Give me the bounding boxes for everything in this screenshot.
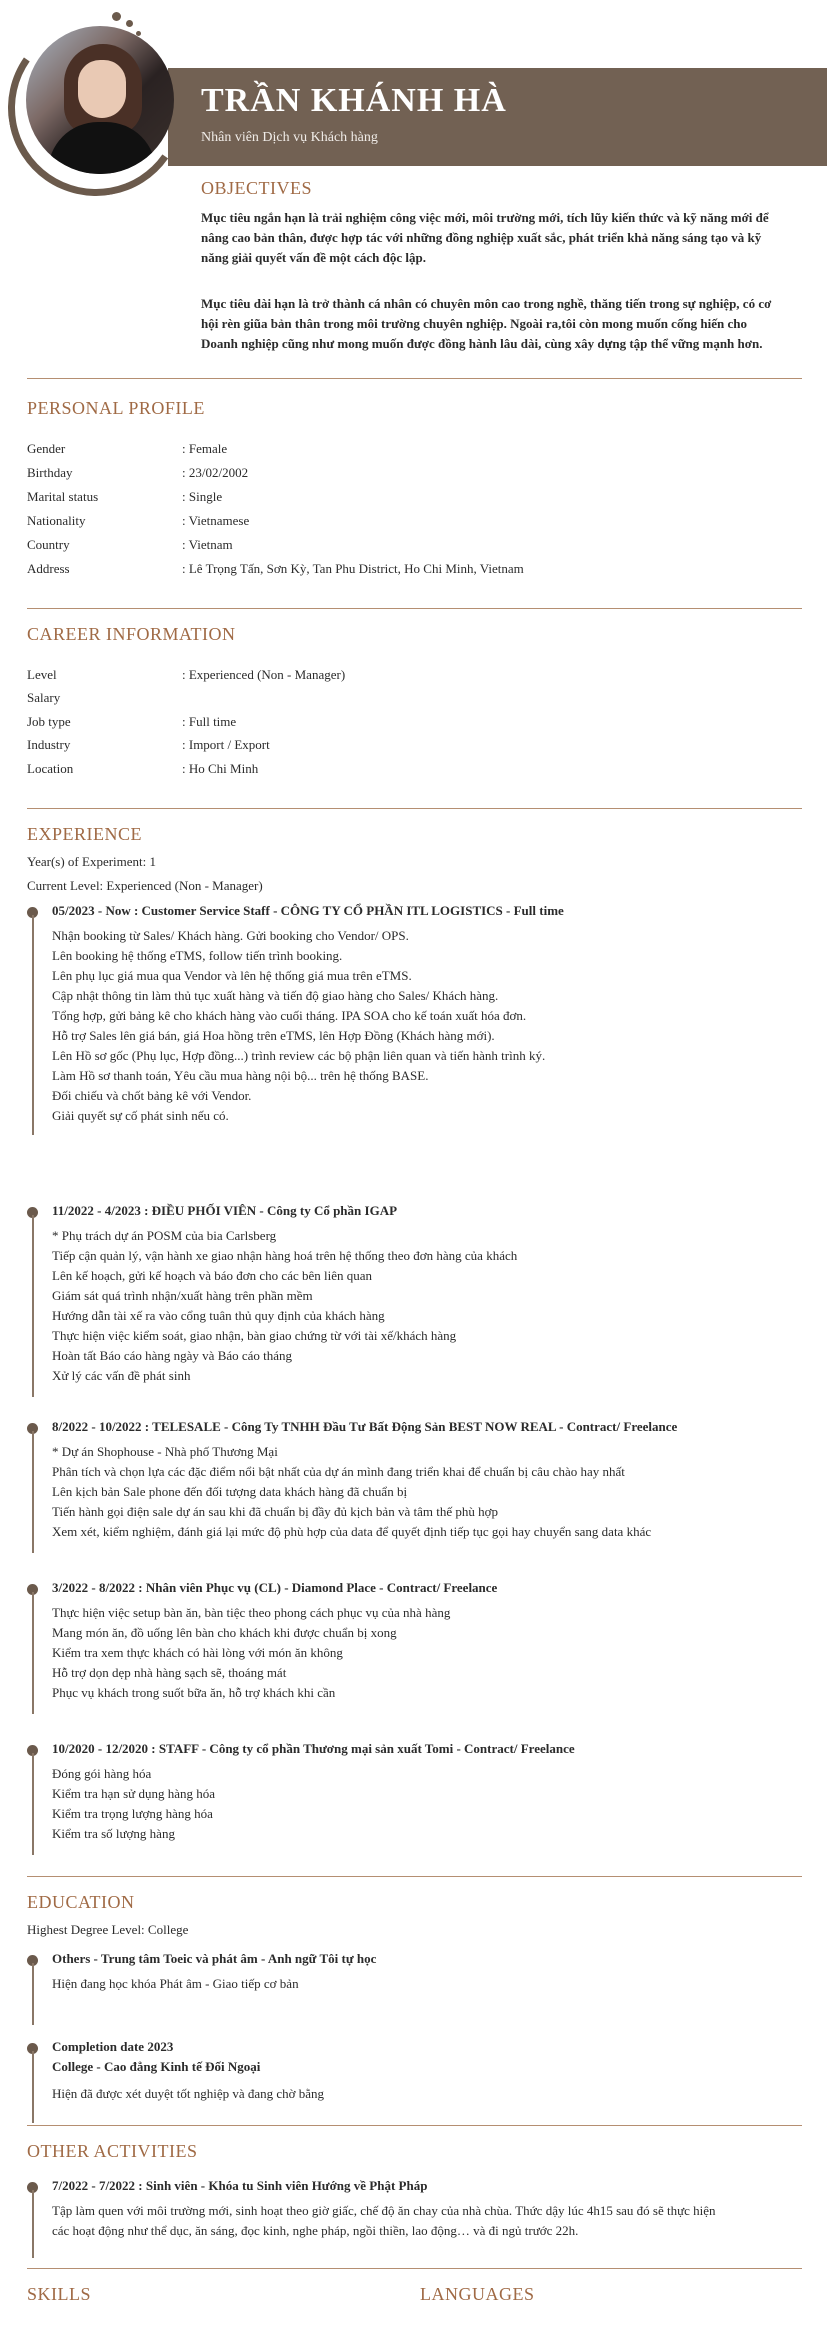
- job-duty: Kiểm tra xem thực khách có hài lòng với món ăn không: [52, 1645, 343, 1660]
- job-title: 05/2023 - Now : Customer Service Staff - CÔNG TY CỔ PHẦN ITL LOGISTICS - Full time: [52, 903, 564, 918]
- objective-short-term: Mục tiêu ngắn hạn là trải nghiệm công việc mới, môi trường mới, tích lũy kiến thức và kỹ năng mới để nâng cao bản thân, được hợp tác với những đồng nghiệp xuất sắc, phát triển khả năng sáng tạo và kỹ năng giải quyết vấn đề một cách độc lập.: [201, 210, 769, 265]
- timeline-line: [32, 2190, 34, 2258]
- job-title: 11/2022 - 4/2023 : ĐIỀU PHỐI VIÊN - Công ty Cổ phần IGAP: [52, 1203, 398, 1218]
- job-duty: Lên booking hệ thống eTMS, follow tiến trình booking.: [52, 948, 343, 963]
- experience-years: Year(s) of Experiment: 1: [27, 854, 157, 869]
- timeline-line: [32, 2051, 34, 2123]
- job-duty: Nhận booking từ Sales/ Khách hàng. Gửi booking cho Vendor/ OPS.: [52, 928, 409, 943]
- education-title: College - Cao đẳng Kinh tế Đối Ngoại: [52, 2059, 261, 2074]
- job-duty: * Dự án Shophouse - Nhà phố Thương Mại: [52, 1444, 278, 1459]
- timeline-line: [32, 1215, 34, 1397]
- divider: [27, 808, 802, 809]
- education-date: Completion date 2023: [52, 2039, 174, 2054]
- decor-dot: [126, 20, 133, 27]
- education-title: Others - Trung tâm Toeic và phát âm - Anh ngữ Tôi tự học: [52, 1951, 377, 1966]
- job-duty: Hướng dẫn tài xế ra vào cổng tuân thủ quy định của khách hàng: [52, 1308, 385, 1323]
- career-heading: CAREER INFORMATION: [27, 624, 236, 644]
- education-highest: Highest Degree Level: College: [27, 1922, 189, 1937]
- job-duty: Lên Hồ sơ gốc (Phụ lục, Hợp đồng...) trình review các bộ phận liên quan và tiến hành trình ký.: [52, 1048, 546, 1063]
- job-duty: Mang món ăn, đồ uống lên bàn cho khách khi được chuẩn bị xong: [52, 1625, 397, 1640]
- languages-heading: LANGUAGES: [420, 2284, 535, 2304]
- job-duty: Hỗ trợ dọn dẹp nhà hàng sạch sẽ, thoáng mát: [52, 1665, 287, 1680]
- job-duty: Tổng hợp, gửi bảng kê cho khách hàng vào cuối tháng. IPA SOA cho kế toán xuất hóa đơn.: [52, 1008, 527, 1023]
- job-duty: Tiếp cận quản lý, vận hành xe giao nhận hàng hoá trên hệ thống theo đơn hàng của khách: [52, 1248, 518, 1263]
- skills-heading: SKILLS: [27, 2284, 92, 2304]
- job-duty: Kiểm tra hạn sử dụng hàng hóa: [52, 1786, 216, 1801]
- job-duty: Kiểm tra trọng lượng hàng hóa: [52, 1806, 213, 1821]
- job-duty: Lên kế hoạch, gửi kế hoạch và báo đơn cho các bên liên quan: [52, 1268, 373, 1283]
- job-duty: Đối chiếu và chốt bảng kê với Vendor.: [52, 1088, 252, 1103]
- job-duty: Đóng gói hàng hóa: [52, 1766, 152, 1781]
- job-duty: Lên kịch bản Sale phone đến đối tượng data khách hàng đã chuẩn bị: [52, 1484, 408, 1499]
- experience-current-level: Current Level: Experienced (Non - Manager): [27, 878, 263, 893]
- education-heading: EDUCATION: [27, 1892, 135, 1912]
- job-duty: Giải quyết sự cố phát sinh nếu có.: [52, 1108, 229, 1123]
- job-duty: Phân tích và chọn lựa các đặc điểm nổi bật nhất của dự án mình đang triển khai để chuẩn bị câu chào hay nhất: [52, 1464, 625, 1479]
- objective-long-term: Mục tiêu dài hạn là trở thành cá nhân có chuyên môn cao trong nghề, thăng tiến trong sự nghiệp, có cơ hội rèn giũa bản thân trong môi trường chuyên nghiệp. Ngoài ra,tôi còn mong muốn cống hiến cho Doanh nghiệp cũng như mong muốn được đồng hành lâu dài, cùng xây dựng tập thể vững mạnh hơn.: [201, 296, 772, 351]
- job-duty: Kiểm tra số lượng hàng: [52, 1826, 175, 1841]
- job-title: 8/2022 - 10/2022 : TELESALE - Công Ty TNHH Đầu Tư Bất Động Sản BEST NOW REAL - Contract/ Freelance: [52, 1419, 678, 1434]
- job-duty: Giám sát quá trình nhận/xuất hàng trên phần mềm: [52, 1288, 313, 1303]
- timeline-line: [32, 1963, 34, 2025]
- experience-heading: EXPERIENCE: [27, 824, 142, 844]
- job-duty: Cập nhật thông tin làm thủ tục xuất hàng và tiến độ giao hàng cho Sales/ Khách hàng.: [52, 988, 499, 1003]
- job-duty: Phục vụ khách trong suốt bữa ăn, hỗ trợ khách khi cần: [52, 1685, 336, 1700]
- divider: [27, 378, 802, 379]
- job-title: 3/2022 - 8/2022 : Nhân viên Phục vụ (CL) - Diamond Place - Contract/ Freelance: [52, 1580, 498, 1595]
- objectives-heading: OBJECTIVES: [201, 178, 313, 198]
- job-duty: Thực hiện việc setup bàn ăn, bàn tiệc theo phong cách phục vụ của nhà hàng: [52, 1605, 451, 1620]
- job-duty: Hoàn tất Báo cáo hàng ngày và Báo cáo tháng: [52, 1348, 293, 1363]
- job-duty: Làm Hồ sơ thanh toán, Yêu cầu mua hàng nội bộ... trên hệ thống BASE.: [52, 1068, 429, 1083]
- activities-heading: OTHER ACTIVITIES: [27, 2141, 198, 2161]
- decor-dot: [112, 12, 121, 21]
- job-duty: Xử lý các vấn đề phát sinh: [52, 1368, 191, 1383]
- timeline-line: [32, 1431, 34, 1553]
- candidate-name: TRẦN KHÁNH HÀ: [201, 82, 507, 119]
- activity-title: 7/2022 - 7/2022 : Sinh viên - Khóa tu Sinh viên Hướng về Phật Pháp: [52, 2178, 428, 2193]
- profile-photo: [26, 26, 174, 174]
- divider: [27, 608, 802, 609]
- timeline-line: [32, 1592, 34, 1714]
- timeline-line: [32, 1753, 34, 1855]
- job-duty: Lên phụ lục giá mua qua Vendor và lên hệ thống giá mua trên eTMS.: [52, 968, 412, 983]
- education-note: Hiện đã được xét duyệt tốt nghiệp và đang chờ bằng: [52, 2086, 325, 2101]
- education-note: Hiện đang học khóa Phát âm - Giao tiếp cơ bản: [52, 1976, 299, 1991]
- job-duty: * Phụ trách dự án POSM của bia Carlsberg: [52, 1228, 277, 1243]
- job-duty: Hỗ trợ Sales lên giá bán, giá Hoa hồng trên eTMS, lên Hợp Đồng (Khách hàng mới).: [52, 1028, 495, 1043]
- activity-note: các hoạt động như thể dục, ăn sáng, đọc kinh, nghe pháp, ngồi thiền, lao động… và đi ngủ trước 22h.: [52, 2223, 579, 2238]
- job-duty: Thực hiện việc kiểm soát, giao nhận, bàn giao chứng từ với tài xế/khách hàng: [52, 1328, 457, 1343]
- candidate-title: Nhân viên Dịch vụ Khách hàng: [201, 130, 378, 145]
- activity-note: Tập làm quen với môi trường mới, sinh hoạt theo giờ giấc, chế độ ăn chay của nhà chùa. Thức dậy lúc 4h15 sau đó sẽ thực hiện: [52, 2203, 716, 2218]
- divider: [27, 1876, 802, 1877]
- personal-profile-heading: PERSONAL PROFILE: [27, 398, 205, 418]
- job-duty: Xem xét, kiểm nghiệm, đánh giá lại mức độ phù hợp của data để quyết định tiếp tục gọi hay chuyển sang data khác: [52, 1524, 652, 1539]
- timeline-line: [32, 915, 34, 1135]
- divider: [27, 2125, 802, 2126]
- divider: [27, 2268, 802, 2269]
- job-duty: Tiến hành gọi điện sale dự án sau khi đã chuẩn bị đầy đủ kịch bản và tâm thế phù hợp: [52, 1504, 498, 1519]
- job-title: 10/2020 - 12/2020 : STAFF - Công ty cổ phần Thương mại sản xuất Tomi - Contract/ Freelance: [52, 1741, 575, 1756]
